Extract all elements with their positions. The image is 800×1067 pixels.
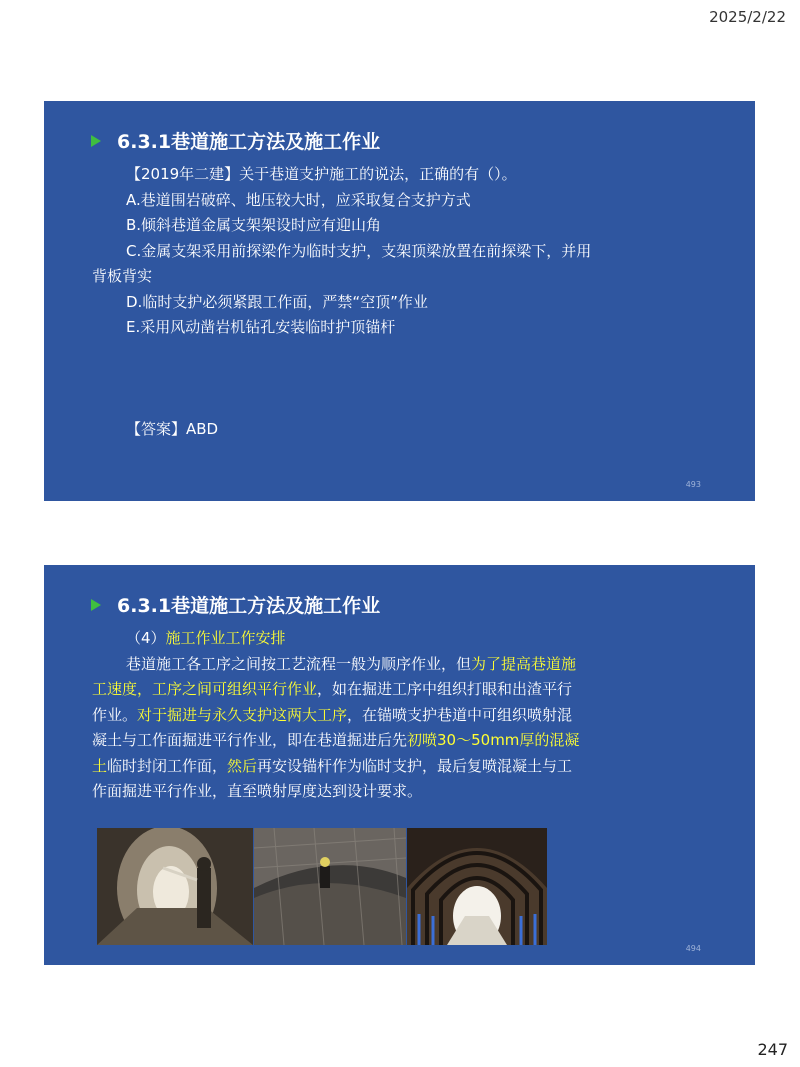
print-date: 2025/2/22 [709,8,786,26]
text-segment: 临时封闭工作面， [107,756,228,775]
arrow-bullet-icon [91,135,101,147]
tunnel-photo-shotcrete [97,828,253,945]
highlight-segment: 对于掘进与永久支护这两大工序 [137,705,348,724]
subheading-number: （4） [126,629,166,647]
option-b: B.倾斜巷道金属支架架设时应有迎山角 [126,216,382,234]
option-c: C.金属支架采用前探梁作为临时支护，支架顶梁放置在前探梁下，并用背板背实 [92,241,592,285]
question-block [92,162,592,341]
arrow-bullet-icon [91,599,101,611]
slide-title-text: 6.3.1巷道施工方法及施工作业 [117,595,381,617]
option-a: A.巷道围岩破碎、地压较大时，应采取复合支护方式 [126,190,471,209]
tunnel-photo-steel-arch [407,828,547,945]
option-d: D.临时支护必须紧跟工作面，严禁“空顶”作业 [126,292,428,311]
answer-text: 【答案】ABD [126,420,219,438]
body-paragraph [92,652,582,805]
slide-493 [44,101,755,501]
option-e: E.采用风动凿岩机钻孔安装临时护顶锚杆 [126,318,396,336]
text-segment: ，如在掘进工序中组织打眼和出渣平行作业。 [92,680,573,724]
tunnel-photo-rockface [254,828,406,945]
page-number: 247 [757,1040,788,1059]
slide-title [91,127,380,154]
highlight-segment: 初喷30～50mm厚的混凝土 [92,731,580,775]
content-block [92,626,582,805]
slide-title-text: 6.3.1巷道施工方法及施工作业 [117,131,381,153]
highlight-segment: 为了提高巷道施工速度，工序之间可组织平行作业 [92,654,577,698]
question-text: 【2019年二建】关于巷道支护施工的说法，正确的有（）。 [126,165,517,183]
slide-number: 494 [685,944,701,953]
text-segment: 巷道施工各工序之间按工艺流程一般为顺序作业，但 [126,654,472,673]
text-segment: 再安设锚杆作为临时支护，最后复喷混凝土与工作面掘进平行作业，直至喷射厚度达到设计要求。 [92,756,573,800]
slide-494 [44,565,755,965]
slide-number: 493 [685,480,701,489]
subheading [92,626,582,652]
subheading-text: 施工作业工作安排 [165,629,286,647]
slide-title [91,591,380,618]
highlight-segment: 然后 [227,756,258,775]
text-segment: ，在锚喷支护巷道中可组织喷射混凝土与工作面掘进平行作业，即在巷道掘进后先 [92,705,573,749]
